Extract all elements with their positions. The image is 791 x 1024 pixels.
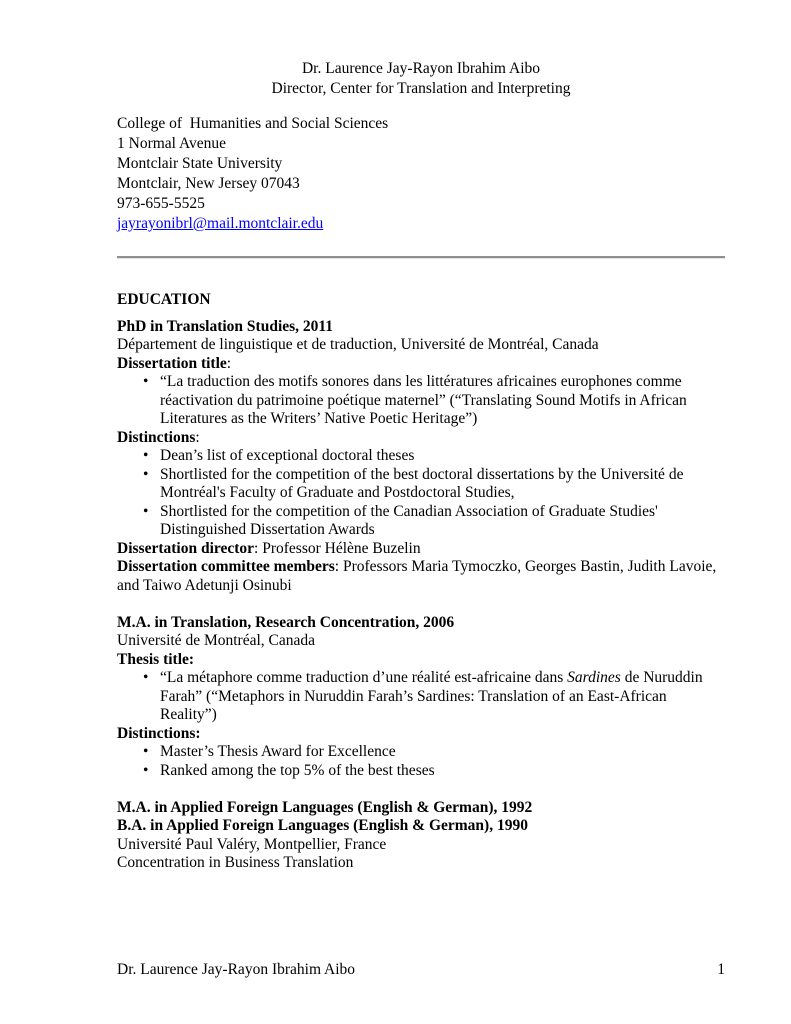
text-run: : [195, 428, 200, 446]
contact-block [117, 114, 725, 234]
paragraph [117, 836, 725, 855]
footer-page-number: 1 [717, 961, 725, 978]
text-run: M.A. in Applied Foreign Languages (English & German), 1992 [117, 798, 533, 816]
footer-name: Dr. Laurence Jay-Rayon Ibrahim Aibo [117, 961, 356, 978]
bullet-marker: • [143, 447, 149, 464]
text-run: B.A. in Applied Foreign Languages (English & German), 1990 [117, 817, 528, 834]
text-run: Shortlisted for the competition of the best doctoral dissertations by the Université de Montréal's Faculty of Graduate and Postdoctoral Studies, [160, 465, 684, 501]
bullet-marker: • [143, 669, 149, 686]
paragraph [117, 651, 725, 670]
text-run: Ranked among the top 5% of the best theses [160, 761, 435, 779]
bullet-item [117, 466, 725, 503]
text-run: Distinctions: [117, 724, 201, 742]
paragraph [117, 318, 725, 337]
paragraph [117, 632, 725, 651]
paragraph [117, 429, 725, 448]
header-job-title: Director, Center for Translation and Interpreting [271, 80, 571, 97]
page-footer [117, 960, 725, 980]
education-section-heading: EDUCATION [117, 291, 211, 308]
text-run: Sardines [567, 669, 621, 686]
bullet-item [117, 762, 725, 781]
contact-email-line [117, 214, 725, 234]
text-run: PhD in Translation Studies, 2011 [117, 317, 334, 335]
contact-university-line: Montclair State University [117, 155, 283, 172]
paragraph [117, 558, 725, 595]
bullet-item [117, 743, 725, 762]
education-section-body [117, 318, 725, 873]
paragraph [117, 817, 725, 836]
document-header [117, 0, 725, 99]
text-run: Université Paul Valéry, Montpellier, France [117, 835, 387, 853]
text-run: Dissertation director [117, 539, 255, 557]
bullet-marker: • [143, 465, 149, 483]
text-run: Thesis title: [117, 650, 195, 668]
bullet-item [117, 503, 725, 540]
text-run: Dean’s list of exceptional doctoral theses [160, 447, 415, 464]
text-run: Concentration in Business Translation [117, 854, 354, 871]
text-run: Département de linguistique et de traduction, Université de Montréal, Canada [117, 336, 599, 353]
paragraph [117, 540, 725, 559]
contact-city-line: Montclair, New Jersey 07043 [117, 175, 300, 192]
text-run: Dissertation title [117, 354, 227, 372]
paragraph [117, 355, 725, 374]
text-run: Dissertation committee members [117, 558, 335, 575]
text-run: : Professors Maria Tymoczko, Georges Bastin, Judith Lavoie, and Taiwo Adetunji Osinubi [117, 558, 717, 594]
bullet-item [117, 669, 725, 725]
paragraph [117, 614, 725, 633]
text-run: Distinctions [117, 428, 196, 446]
bullet-marker: • [143, 373, 149, 390]
bullet-item [117, 373, 725, 429]
text-run: Master’s Thesis Award for Excellence [160, 743, 396, 760]
email-link[interactable]: jayrayonibrl@mail.montclair.edu [117, 215, 324, 232]
text-run: : Professor Hélène Buzelin [254, 539, 421, 557]
text-run: : [226, 354, 232, 372]
text-run: Shortlisted for the competition of the Canadian Association of Graduate Studies' Distinguished Dissertation Awards [160, 502, 658, 538]
text-run: “La traduction des motifs sonores dans les littératures africaines europhones comme réactivation du patrimoine poétique maternel” (“Translating Sound Motifs in African Literatures as the Writers’ Native Poetic Heritage”) [160, 373, 687, 427]
contact-street-line: 1 Normal Avenue [117, 135, 227, 152]
paragraph [117, 854, 725, 873]
bullet-item [117, 447, 725, 466]
paragraph [117, 799, 725, 818]
bullet-marker: • [143, 502, 149, 520]
text-run: M.A. in Translation, Research Concentration, 2006 [117, 613, 455, 631]
text-run: Université de Montréal, Canada [117, 632, 315, 649]
bullet-marker: • [143, 761, 149, 779]
paragraph [117, 336, 725, 355]
contact-phone: 973-655-5525 [117, 195, 205, 212]
text-run: “La métaphore comme traduction d’une réalité est-africaine dans [160, 669, 568, 686]
header-name: Dr. Laurence Jay-Rayon Ibrahim Aibo [301, 60, 541, 77]
paragraph [117, 725, 725, 744]
contact-college-line: College of Humanities and Social Sciences [117, 115, 389, 132]
blank-line [117, 595, 725, 614]
text-run: de Nuruddin Farah” (“Metaphors in Nuruddin Farah’s Sardines: Translation of an East-African Reality”) [160, 669, 703, 723]
blank-line [117, 780, 725, 799]
horizontal-rule [117, 256, 725, 259]
bullet-marker: • [143, 743, 149, 760]
